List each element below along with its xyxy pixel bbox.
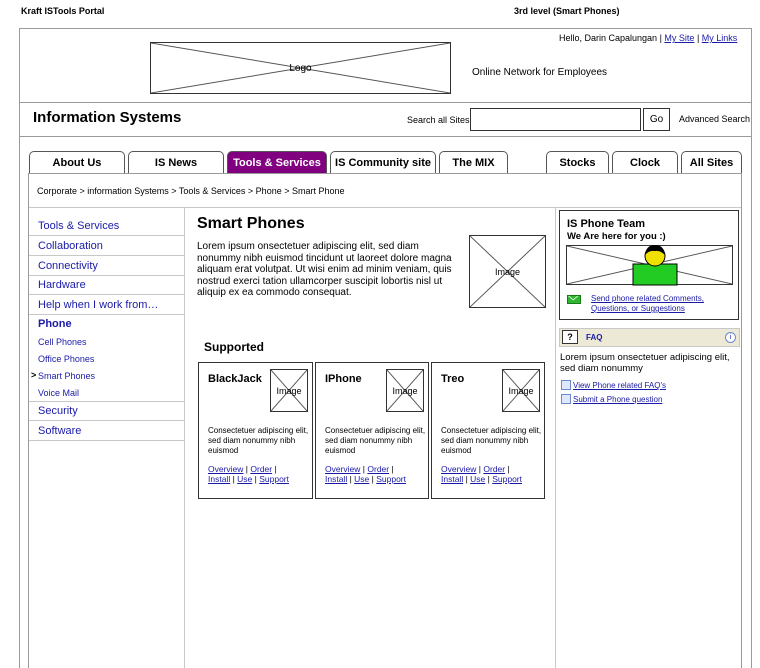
order-link[interactable]: Order [367, 464, 390, 474]
use-link[interactable]: Use [470, 474, 486, 484]
card-links: Overview | Order | Install | Use | Support [208, 464, 289, 484]
user-links: Hello, Darin Capalungan | My Site | My Links [559, 33, 738, 43]
sidebar-item-collaboration[interactable]: Collaboration [29, 236, 184, 256]
sidebar-subitem-voice-mail[interactable]: Voice Mail [38, 387, 80, 398]
logo-label: Logo [289, 62, 312, 74]
faq-text: Lorem ipsum onsectetuer adipiscing elit, sed diam nonummy [560, 352, 730, 374]
tab-is-community-site[interactable]: IS Community site [330, 151, 436, 173]
card-image-label: Image [392, 385, 418, 396]
sidebar-item-hardware[interactable]: Hardware [29, 276, 184, 295]
card-image [270, 369, 308, 412]
mail-icon [567, 295, 581, 304]
use-link[interactable]: Use [354, 474, 370, 484]
search-label: Search all Sites [407, 115, 470, 125]
order-link[interactable]: Order [483, 464, 506, 474]
order-link[interactable]: Order [250, 464, 273, 474]
faq-icon: ? [562, 330, 578, 344]
team-title: IS Phone Team [567, 218, 646, 230]
my-links-link[interactable]: My Links [701, 33, 738, 43]
card-description: Consectetuer adipiscing elit, sed diam nonummy nibh euismod [441, 426, 542, 455]
phone-card-blackjack [198, 362, 313, 499]
phone-card-iphone [315, 362, 429, 499]
faq-label[interactable]: FAQ [586, 333, 603, 342]
logo[interactable] [150, 42, 451, 94]
sidebar-item-security[interactable]: Security [29, 402, 184, 421]
card-description: Consectetuer adipiscing elit, sed diam nonummy nibh euismod [325, 426, 426, 455]
main-image-label: Image [494, 266, 520, 277]
person-icon [632, 242, 678, 286]
main-image [469, 235, 546, 308]
advanced-search-link[interactable]: Advanced Search [679, 114, 751, 124]
install-link[interactable]: Install [208, 474, 231, 484]
support-link[interactable]: Support [259, 474, 289, 484]
tab-stocks[interactable]: Stocks [546, 151, 609, 173]
install-link[interactable]: Install [325, 474, 348, 484]
my-site-link[interactable]: My Site [664, 33, 695, 43]
team-subtitle: We Are here for you :) [567, 231, 666, 242]
page-level-title: 3rd level (Smart Phones) [514, 6, 620, 16]
support-link[interactable]: Support [492, 474, 522, 484]
support-link[interactable]: Support [376, 474, 406, 484]
submit-question-link[interactable]: Submit a Phone question [573, 395, 663, 404]
tab-tools-services[interactable]: Tools & Services [227, 151, 327, 173]
card-title: Treo [441, 373, 465, 385]
install-link[interactable]: Install [441, 474, 464, 484]
tab-about-us[interactable]: About Us [29, 151, 125, 173]
card-image-label: Image [508, 385, 534, 396]
card-links: Overview | Order | Install | Use | Support [441, 464, 522, 484]
sidebar-subitem-cell-phones[interactable]: Cell Phones [38, 336, 87, 347]
info-icon[interactable]: i [725, 332, 736, 343]
tab-all-sites[interactable]: All Sites [681, 151, 742, 173]
sidebar-item-help[interactable]: Help when I work from… [29, 295, 184, 315]
use-link[interactable]: Use [237, 474, 253, 484]
card-image [502, 369, 540, 412]
view-faq-link[interactable]: View Phone related FAQ's [573, 381, 666, 390]
card-links: Overview | Order | Install | Use | Support [325, 464, 406, 484]
current-item-marker: > [31, 370, 37, 380]
greeting-text: Hello, Darin Capalungan [559, 33, 658, 43]
sidebar-subitem-smart-phones[interactable]: Smart Phones [38, 370, 96, 381]
supported-heading: Supported [204, 340, 264, 354]
phone-card-treo [431, 362, 545, 499]
tab-the-mix[interactable]: The MIX [439, 151, 508, 173]
tagline: Online Network for Employees [472, 67, 608, 78]
card-image-label: Image [276, 385, 302, 396]
sidebar-item-tools-services[interactable]: Tools & Services [29, 216, 184, 236]
search-input[interactable] [470, 108, 641, 131]
card-title: IPhone [325, 373, 362, 385]
card-title: BlackJack [208, 373, 262, 385]
document-title: Kraft ISTools Portal [21, 6, 105, 16]
site-title: Information Systems [33, 109, 182, 126]
sidebar-item-phone[interactable]: Phone [38, 318, 72, 330]
sidebar-item-software[interactable]: Software [29, 421, 184, 441]
tab-is-news[interactable]: IS News [128, 151, 224, 173]
overview-link[interactable]: Overview [441, 464, 477, 474]
go-button[interactable]: Go [643, 108, 670, 131]
view-faq-icon [561, 380, 571, 390]
overview-link[interactable]: Overview [208, 464, 244, 474]
card-image [386, 369, 424, 412]
intro-text: Lorem ipsum onsectetuer adipiscing elit, sed diam nonummy nibh euismod tincidunt ut laoreet dolore magna aliquam erat volutpat. Ut wisi enim ad minim veniam, quis nostrud exerci tation ullamcorper suscipit lobortis nisl ut aliquip ex ea commodo consequat. [197, 241, 452, 298]
card-description: Consectetuer adipiscing elit, sed diam nonummy nibh euismod [208, 426, 309, 455]
overview-link[interactable]: Overview [325, 464, 361, 474]
page-title: Smart Phones [197, 215, 305, 232]
send-comments-link[interactable]: Send phone related Comments, Questions, or Suggestions [591, 294, 704, 313]
tab-clock[interactable]: Clock [612, 151, 678, 173]
sidebar-item-connectivity[interactable]: Connectivity [29, 256, 184, 276]
breadcrumb: Corporate > information Systems > Tools & Services > Phone > Smart Phone [37, 186, 345, 196]
submit-question-icon [561, 394, 571, 404]
sidebar-subitem-office-phones[interactable]: Office Phones [38, 353, 95, 364]
